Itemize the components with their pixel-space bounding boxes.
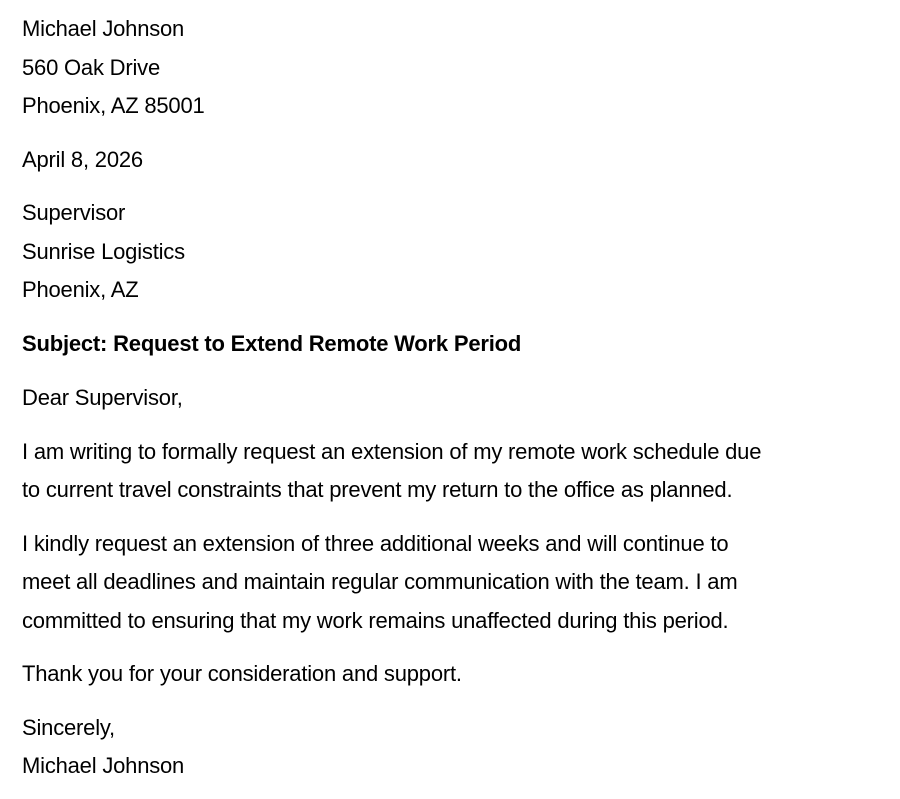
signature: Michael Johnson xyxy=(22,753,185,778)
sender-name: Michael Johnson xyxy=(22,16,185,41)
closing: Sincerely, xyxy=(22,715,115,740)
paragraph-2-line-2: meet all deadlines and maintain regular communication with the team. I am xyxy=(22,569,738,594)
recipient-company: Sunrise Logistics xyxy=(22,239,185,264)
letter-date: April 8, 2026 xyxy=(22,147,143,172)
paragraph-1-line-1: I am writing to formally request an extension of my remote work schedule due xyxy=(22,439,762,464)
paragraph-2-line-1: I kindly request an extension of three additional weeks and will continue to xyxy=(22,531,729,556)
paragraph-3-line-1: Thank you for your consideration and support. xyxy=(22,661,462,686)
recipient-city-state: Phoenix, AZ xyxy=(22,277,139,302)
sender-street: 560 Oak Drive xyxy=(22,55,161,80)
subject-line: Subject: Request to Extend Remote Work Period xyxy=(22,331,522,356)
paragraph-2-line-3: committed to ensuring that my work remains unaffected during this period. xyxy=(22,608,729,633)
paragraph-1-line-2: to current travel constraints that prevent my return to the office as planned. xyxy=(22,477,733,502)
sender-city-state-zip: Phoenix, AZ 85001 xyxy=(22,93,205,118)
recipient-title: Supervisor xyxy=(22,200,126,225)
salutation: Dear Supervisor, xyxy=(22,385,183,410)
